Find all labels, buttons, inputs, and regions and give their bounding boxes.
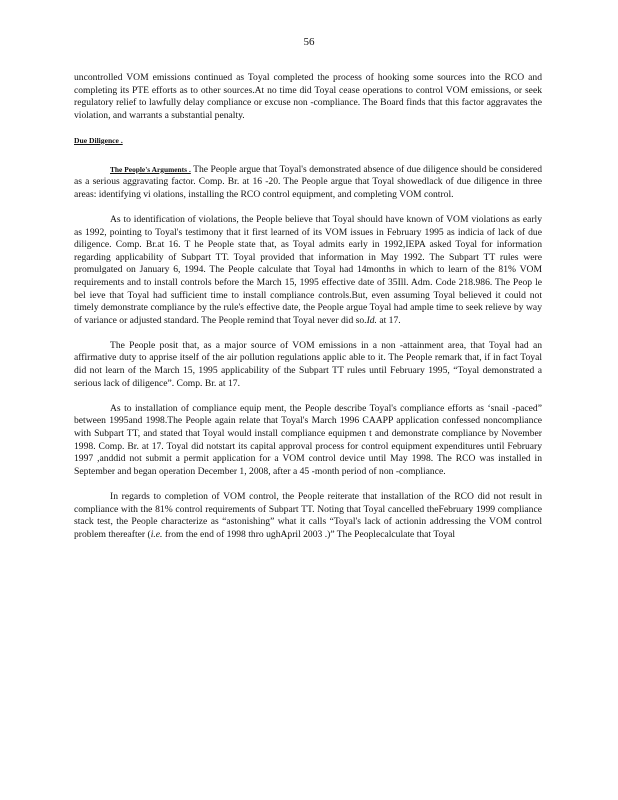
paragraph-affirmative-duty: The People posit that, as a major source of VOM emissions in a non -attainment area, that Toyal had an affirmative duty to apprise itself of the air pollution regulations applic able to it. The People remark that, if in fact Toyal did not learn of the March 15, 1995 applicability of the Subpart TT rules until February 1995, “Toyal demonstrated a serious lack of diligence”. Comp. Br. at 17.: [74, 339, 542, 389]
paragraph-installation-of-equipment: As to installation of compliance equip ment, the People describe Toyal's compliance efforts as ‘snail -paced” between 1995and 1998.The People again relate that Toyal's March 1996 CAAPP application confessed noncompliance with Subpart TT, and stated that Toyal would install compliance equipmen t and demonstrate compliance by November 1998. Comp. Br. at 17. Toyal did notstart its capital approval process for control equipment expenditures until February 1997 ,anddid not submit a permit application for a VOM control device until May 1998. The RCO was installed in September and began operation December 1, 2008, after a 45 -month period of non -compliance.: [74, 402, 542, 477]
paragraph-penalty-conclusion: uncontrolled VOM emissions continued as Toyal completed the process of hooking some sources into the RCO and completing its PTE efforts as to other sources.At no time did Toyal cease operations to control VOM emissions, or seek regulatory relief to lawfully delay compliance or excuse non -compliance. The Board finds that this factor aggravates the violation, and warrants a substantial penalty.: [74, 72, 542, 121]
subheading-peoples-arguments: The People's Arguments .: [110, 164, 191, 174]
page-number: 56: [303, 36, 315, 48]
paragraph-peoples-arguments: [74, 164, 542, 202]
abbreviation-italic: i.e.: [150, 528, 163, 540]
paragraph-identification-of-violations: [74, 214, 542, 327]
body-text: [74, 72, 542, 554]
paragraph-text: In regards to completion of VOM control, the People reiterate that installation of the RCO did not result in compliance with the 81% control requirements of Subpart TT. Noting that Toyal cancelled theFebruary 1999 compliance stack test, the People characterize as “astonishing” what it calls “Toyal's lack of actionin addressing the VOM control problem thereafter (: [74, 491, 542, 540]
paragraph-text-tail: from the end of 1998 thro ughApril 2003 .)” The Peoplecalculate that Toyal: [162, 528, 456, 540]
citation-tail: at 17.: [376, 314, 401, 326]
paragraph-text: The People argue that Toyal's demonstrated absence of due diligence should be considered as a serious aggravating factor. Comp. Br. at 16 -20. The People argue that Toyal showedlack of due diligence in three areas: identifying vi olations, installing the RCO control equipment, and completing VOM control.: [74, 163, 542, 200]
section-heading-due-diligence: Due Diligence .: [74, 135, 123, 145]
paragraph-text: As to identification of violations, the People believe that Toyal should have known of VOM violations as early as 1992, pointing to Toyal's testimony that it first learned of its VOM issues in February 1995 as indicia of lack of due diligence. Comp. Br.at 16. T he People state that, as Toyal admits early in 1992,IEPA asked Toyal for information regarding applicability of Subpart TT. Toyal provided that information in May 1992. The Subpart TT rules were promulgated on January 6, 1994. The People calculate that Toyal had 14months in which to learn of the 81% VOM requirements and to install controls before the March 15, 1995 effective date of 35Ill. Adm. Code 218.986. The Peop le bel ieve that Toyal had sufficient time to install compliance controls.But, even assuming Toyal believed it could not timely demonstrate compliance by the rule's effective date, the People argue Toyal had ample time to seek relieve by way of variance or adjusted standard. The People remind that Toyal never did so.: [74, 213, 542, 326]
citation-italic: Id.: [366, 314, 377, 326]
paragraph-completion-of-vom-control: [74, 491, 542, 541]
